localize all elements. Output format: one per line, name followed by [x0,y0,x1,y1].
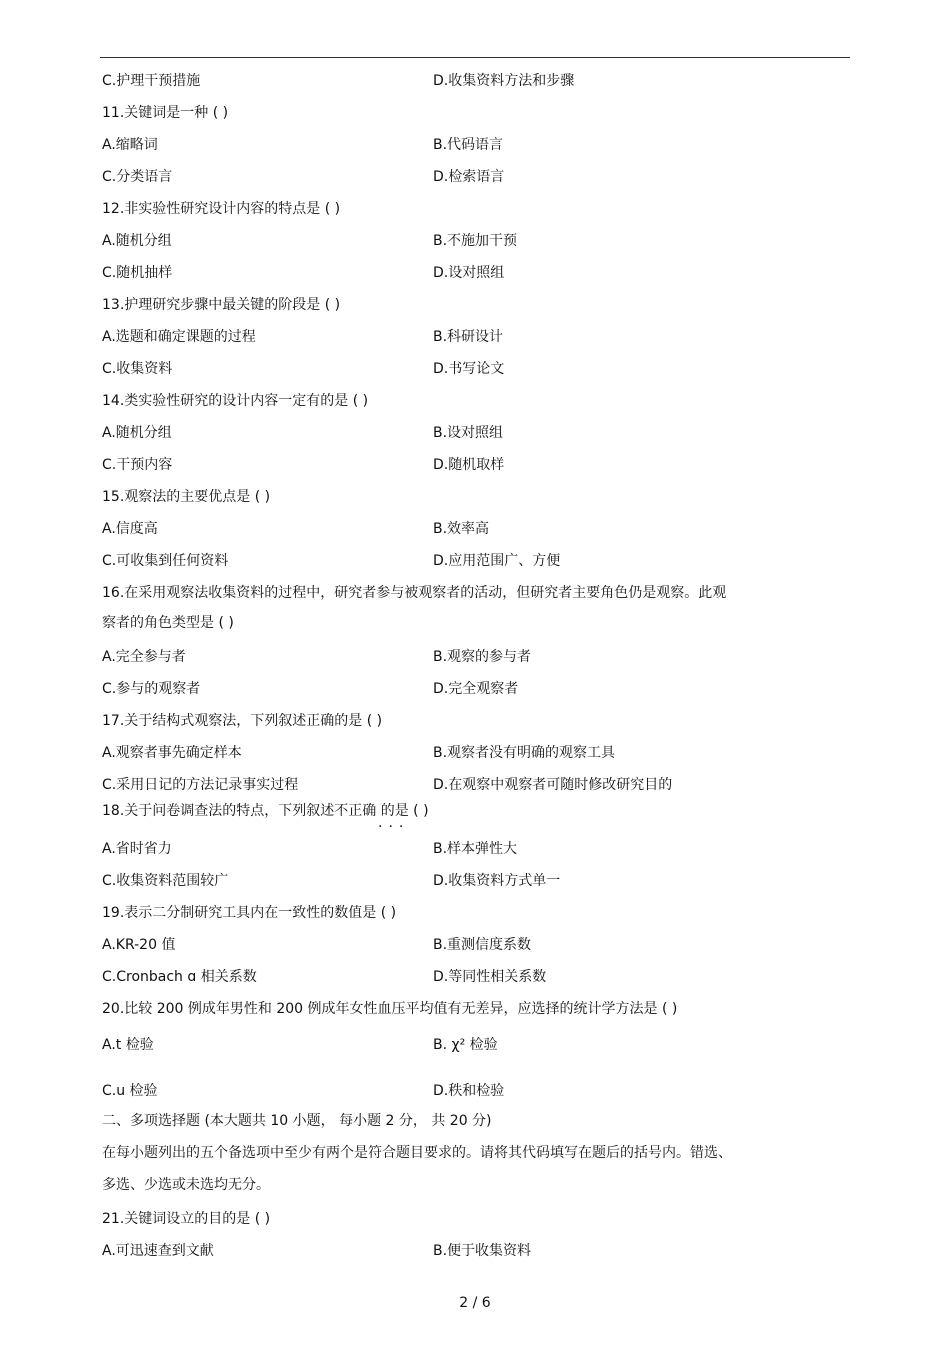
question-16-cont: 察者的角色类型是 ( ) [102,615,234,631]
option-a: A.KR-20 值 [102,937,176,953]
question-12: 12.非实验性研究设计内容的特点是 ( ) [102,201,341,217]
question-13: 13.护理研究步骤中最关键的阶段是 ( ) [102,297,341,313]
option-b: B. χ² 检验 [433,1037,498,1053]
option-c: C.u 检验 [102,1083,158,1099]
question-20: 20.比较 200 例成年男性和 200 例成年女性血压平均值有无差异，应选择的统计学方法是 ( ) [102,1001,678,1017]
option-b: B.科研设计 [433,329,504,345]
page-number: 2 / 6 [459,1295,491,1311]
question-14: 14.类实验性研究的设计内容一定有的是 ( ) [102,393,369,409]
option-a: A.省时省力 [102,841,172,857]
option-c: C.收集资料 [102,361,173,377]
option-d: D.收集资料方法和步骤 [433,73,575,89]
question-16: 16.在采用观察法收集资料的过程中，研究者参与被观察者的活动，但研究者主要角色仍是观察。此观 [102,585,727,601]
option-d: D.等同性相关系数 [433,969,547,985]
emphasis-dots: ... [378,815,410,831]
option-c: C.干预内容 [102,457,173,473]
option-c: C.收集资料范围较广 [102,873,229,889]
option-d: D.在观察中观察者可随时修改研究目的 [433,777,673,793]
option-a: A.观察者事先确定样本 [102,745,242,761]
option-b: B.效率高 [433,521,490,537]
option-d: D.收集资料方式单一 [433,873,561,889]
option-d: D.完全观察者 [433,681,519,697]
question-18: 18.关于问卷调查法的特点，下列叙述不正确 的是 ( ) [102,803,429,819]
question-15: 15.观察法的主要优点是 ( ) [102,489,271,505]
option-a: A.选题和确定课题的过程 [102,329,256,345]
option-c: C.参与的观察者 [102,681,201,697]
option-b: B.便于收集资料 [433,1243,532,1259]
option-a: A.可迅速查到文献 [102,1243,214,1259]
option-d: D.书写论文 [433,361,505,377]
option-c: C.Cronbach ɑ 相关系数 [102,969,257,985]
question-19: 19.表示二分制研究工具内在一致性的数值是 ( ) [102,905,397,921]
option-b: B.代码语言 [433,137,504,153]
option-b: B.观察者没有明确的观察工具 [433,745,616,761]
section-heading: 二、多项选择题 (本大题共 10 小题， 每小题 2 分， 共 20 分) [102,1113,492,1129]
option-b: B.重测信度系数 [433,937,532,953]
question-17: 17.关于结构式观察法，下列叙述正确的是 ( ) [102,713,383,729]
option-c: C.随机抽样 [102,265,173,281]
section-instructions-cont: 多选、少选或未选均无分。 [102,1177,270,1193]
option-a: A.t 检验 [102,1037,154,1053]
option-a: A.随机分组 [102,233,172,249]
option-a: A.随机分组 [102,425,172,441]
option-d: D.应用范围广、方便 [433,553,561,569]
option-d: D.设对照组 [433,265,505,281]
option-b: B.设对照组 [433,425,504,441]
option-d: D.检索语言 [433,169,505,185]
option-a: A.完全参与者 [102,649,186,665]
option-a: A.缩略词 [102,137,158,153]
option-a: A.信度高 [102,521,158,537]
option-c: C.可收集到任何资料 [102,553,229,569]
option-c: C.分类语言 [102,169,173,185]
section-instructions: 在每小题列出的五个备选项中至少有两个是符合题目要求的。请将其代码填写在题后的括号内。错选、 [102,1145,732,1161]
option-b: B.不施加干预 [433,233,518,249]
question-11: 11.关键词是一种 ( ) [102,105,229,121]
option-c: C.护理干预措施 [102,73,201,89]
question-21: 21.关键词设立的目的是 ( ) [102,1211,271,1227]
header-rule [100,57,850,58]
option-d: D.秩和检验 [433,1083,505,1099]
option-b: B.样本弹性大 [433,841,518,857]
option-b: B.观察的参与者 [433,649,532,665]
option-d: D.随机取样 [433,457,505,473]
option-c: C.采用日记的方法记录事实过程 [102,777,299,793]
